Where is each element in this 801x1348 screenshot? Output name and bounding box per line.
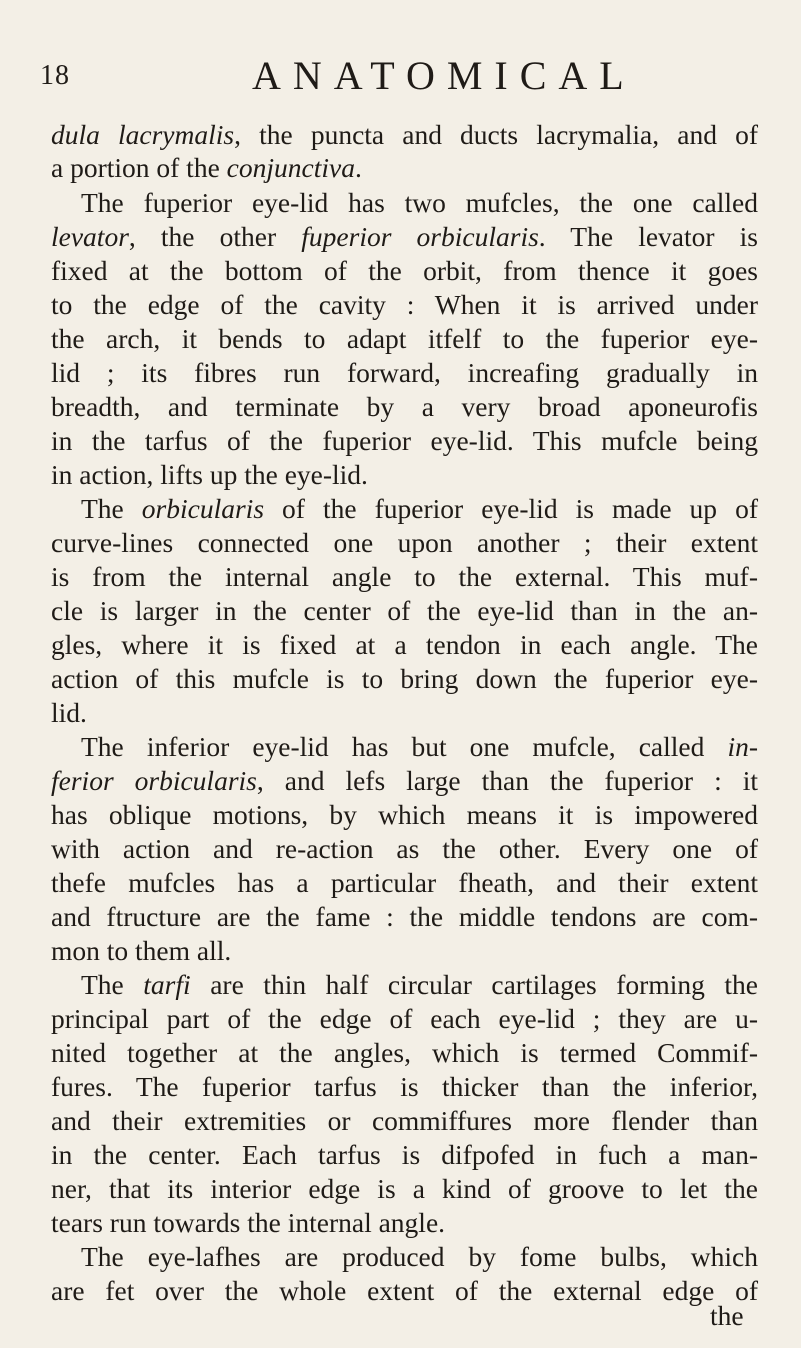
text-line xyxy=(81,492,758,525)
text-line xyxy=(51,458,758,491)
text-run: fixed at the bottom of the orbit, from thence it goes xyxy=(51,255,758,286)
text-run: lid ; its fibres run forward, increafing gradually in xyxy=(51,357,758,388)
text-line xyxy=(51,1274,758,1307)
text-run: nited together at the angles, which is termed Commif- xyxy=(51,1037,758,1068)
text-run: tears run towards the internal angle. xyxy=(51,1207,446,1238)
text-run: principal part of the edge of each eye-lid ; they are u- xyxy=(51,1003,758,1034)
text-line xyxy=(81,730,758,763)
text-line xyxy=(51,1206,758,1239)
text-run: The xyxy=(81,493,142,524)
text-line xyxy=(51,662,758,695)
text-line xyxy=(51,526,758,559)
text-run: curve-lines connected one upon another ; their extent xyxy=(51,527,758,558)
text-line xyxy=(51,1002,758,1035)
text-run: are thin half circular cartilages forming the xyxy=(190,969,758,1000)
text-run: gles, where it is fixed at a tendon in each angle. The xyxy=(51,629,758,660)
page-header xyxy=(40,52,760,96)
text-run: in the center. Each tarfus is difpofed in fuch a man- xyxy=(51,1139,758,1170)
text-run: The inferior eye-lid has but one mufcle, called xyxy=(81,731,728,762)
italic-text: levator xyxy=(51,221,129,252)
text-run: to the edge of the cavity : When it is arrived under xyxy=(51,289,758,320)
text-line xyxy=(51,356,758,389)
italic-text: in- xyxy=(727,731,758,762)
text-line xyxy=(51,424,758,457)
text-line xyxy=(51,254,758,287)
text-line xyxy=(51,1070,758,1103)
text-line xyxy=(81,186,758,219)
text-run: thefe mufcles has a particular fheath, and their extent xyxy=(51,867,758,898)
text-run: breadth, and terminate by a very broad aponeurofis xyxy=(51,391,758,422)
text-line xyxy=(51,900,758,933)
catchword: the xyxy=(710,1300,744,1331)
text-line xyxy=(81,968,758,1001)
text-run: is from the internal angle to the external. This muf- xyxy=(51,561,758,592)
italic-text: orbicularis xyxy=(141,493,265,524)
text-line xyxy=(51,288,758,321)
text-run: . The levator is xyxy=(538,221,759,252)
text-run: The eye-lafhes are produced by fome bulbs, which xyxy=(81,1241,758,1272)
text-run: mon to them all. xyxy=(51,935,232,966)
text-run: fures. The fuperior tarfus is thicker than the inferior, xyxy=(51,1071,758,1102)
text-line xyxy=(51,1172,758,1205)
page-number: 18 xyxy=(40,60,70,91)
text-run: cle is larger in the center of the eye-lid than in the an- xyxy=(51,595,758,626)
italic-text: dula lacrymalis xyxy=(51,119,235,150)
text-line xyxy=(51,390,758,423)
text-line xyxy=(51,696,758,729)
text-line xyxy=(51,594,758,627)
running-title: ANATOMICAL xyxy=(252,53,636,98)
text-line xyxy=(51,1036,758,1069)
text-line xyxy=(51,764,758,797)
text-line xyxy=(51,1104,758,1137)
text-run: The fuperior eye-lid has two mufcles, the one called xyxy=(81,187,758,218)
italic-text: fuperior orbicularis xyxy=(301,221,539,252)
text-line xyxy=(81,1240,758,1273)
text-line xyxy=(51,560,758,593)
text-run: and their extremities or commiffures more flender than xyxy=(51,1105,758,1136)
text-run: has oblique motions, by which means it is impowered xyxy=(51,799,758,830)
text-line xyxy=(51,866,758,899)
italic-text: tarfi xyxy=(143,969,191,1000)
text-run: with action and re-action as the other. Every one of xyxy=(51,833,758,864)
italic-text: ferior orbicularis xyxy=(51,765,257,796)
text-line xyxy=(51,1138,758,1171)
text-run: action of this mufcle is to bring down the fuperior eye- xyxy=(51,663,758,694)
text-run: lid. xyxy=(51,697,87,728)
text-run: , the other xyxy=(128,221,302,252)
text-line xyxy=(51,934,758,967)
text-line xyxy=(51,628,758,661)
text-run: of the fuperior eye-lid is made up of xyxy=(264,493,758,524)
text-run: are fet over the whole extent of the external edge of xyxy=(51,1275,758,1306)
text-run: , the puncta and ducts lacrymalia, and of xyxy=(234,119,758,150)
text-run: ner, that its interior edge is a kind of groove to let the xyxy=(51,1173,758,1204)
text-run: in the tarfus of the fuperior eye-lid. This mufcle being xyxy=(51,425,758,456)
text-line xyxy=(51,220,758,253)
text-line xyxy=(51,118,758,151)
text-run: the arch, it bends to adapt itfelf to the fuperior eye- xyxy=(51,323,758,354)
text-run: in action, lifts up the eye-lid. xyxy=(51,459,368,490)
text-run: , and lefs large than the fuperior : it xyxy=(256,765,759,796)
text-line xyxy=(51,832,758,865)
text-line xyxy=(51,322,758,355)
text-run: . xyxy=(354,152,362,183)
italic-text: conjunctiva xyxy=(226,152,355,183)
text-run: and ftructure are the fame : the middle tendons are com- xyxy=(51,901,758,932)
text-line xyxy=(51,151,758,184)
text-run: The xyxy=(81,969,144,1000)
text-line xyxy=(51,798,758,831)
text-run: a portion of the xyxy=(51,152,227,183)
